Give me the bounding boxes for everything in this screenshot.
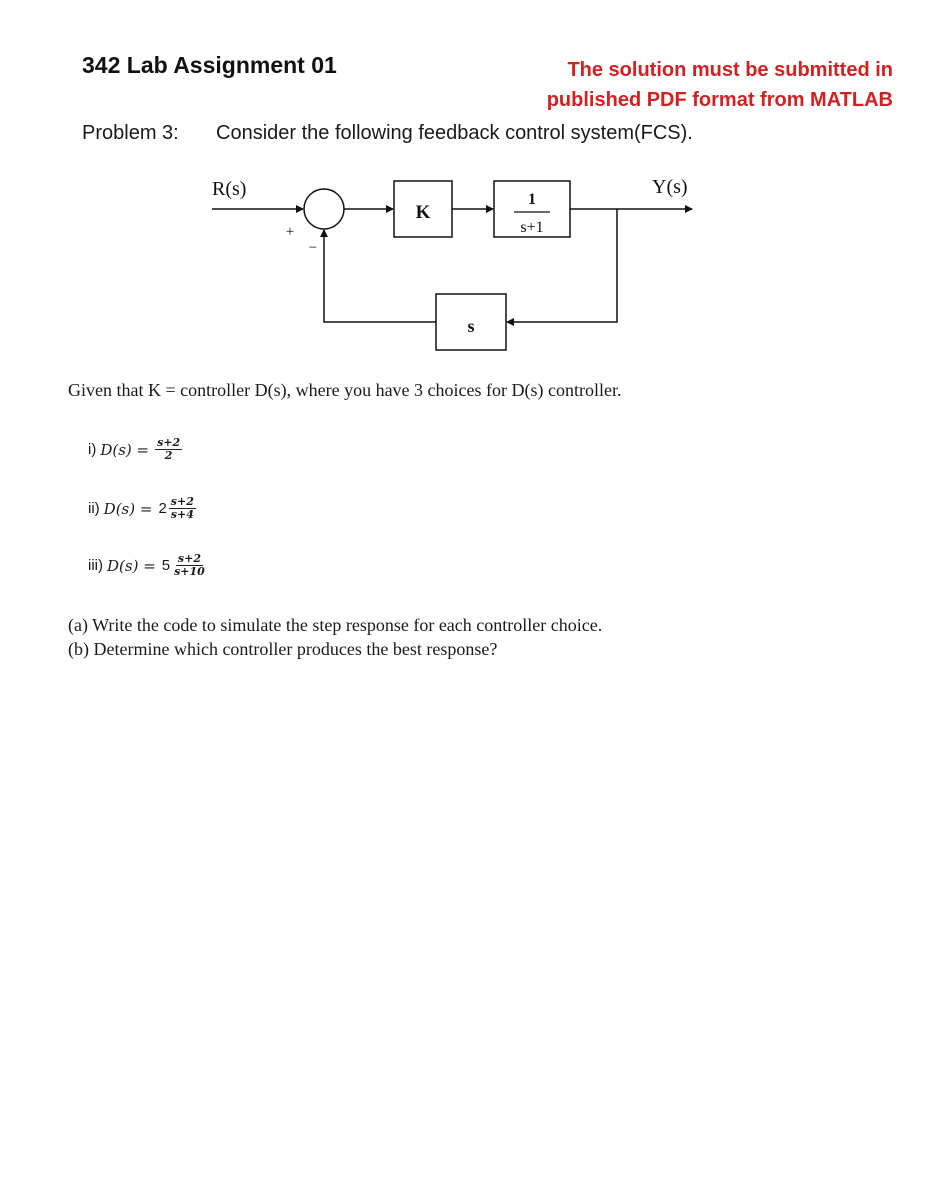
controller-label: K (415, 202, 431, 223)
summing-junction (304, 189, 344, 229)
choice-1-fraction (155, 437, 182, 462)
choice-3-lhs: D(s) = (107, 556, 156, 575)
task-a: (a) Write the code to simulate the step response for each controller choice. (68, 615, 603, 635)
choice-1-den: 2 (164, 449, 173, 462)
choice-2-coef: 2 (158, 500, 167, 517)
minus-sign: − (308, 240, 318, 256)
choice-2-lhs: D(s) = (103, 499, 153, 518)
feedback-label: s (467, 316, 475, 336)
input-label: R(s) (212, 178, 247, 200)
choice-3 (88, 553, 207, 578)
plus-sign: + (285, 224, 295, 240)
notice-line-2: published PDF format from MATLAB (546, 89, 893, 111)
plant-denominator: s+1 (520, 219, 544, 236)
choice-2-prefix: ii) (88, 500, 100, 517)
task-b: (b) Determine which controller produces the best response? (68, 639, 498, 659)
choice-3-den: s+10 (174, 565, 205, 578)
choice-1 (88, 437, 182, 462)
choice-2-den: s+4 (170, 508, 194, 521)
problem-label: Problem 3: (82, 122, 179, 144)
given-statement: Given that K = controller D(s), where you have 3 choices for D(s) controller. (68, 380, 622, 400)
assignment-title: 342 Lab Assignment 01 (82, 52, 337, 78)
problem-statement: Consider the following feedback control system(FCS). (216, 122, 693, 144)
choice-2-fraction (169, 496, 196, 521)
choice-2 (88, 496, 196, 521)
choice-1-lhs: D(s) = (100, 440, 150, 459)
choice-1-num: s+2 (157, 436, 181, 449)
feedback-path-left (324, 230, 436, 322)
choice-3-num: s+2 (177, 552, 201, 565)
notice-line-1: The solution must be submitted in (567, 59, 893, 81)
plant-numerator: 1 (528, 191, 536, 208)
choice-2-num: s+2 (170, 495, 194, 508)
choice-3-coef: 5 (161, 557, 171, 574)
feedback-block-diagram (0, 0, 933, 370)
choice-3-fraction (172, 553, 207, 578)
choice-1-prefix: i) (88, 441, 97, 458)
output-label: Y(s) (652, 176, 688, 198)
choice-3-prefix: iii) (88, 557, 103, 574)
